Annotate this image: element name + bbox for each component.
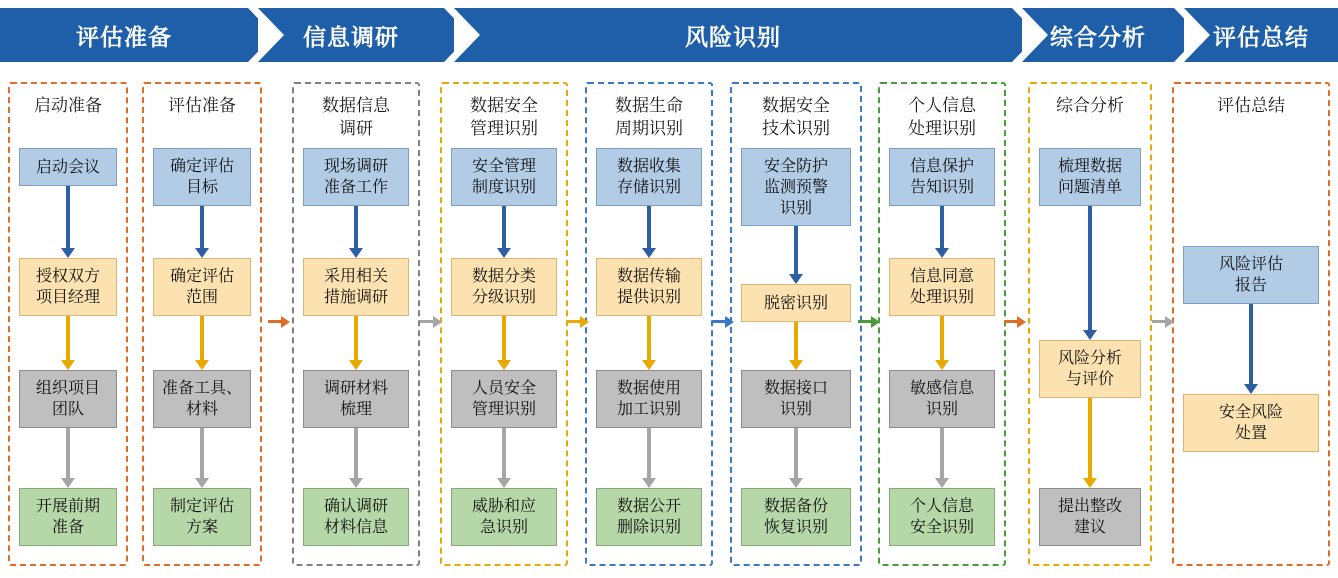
group-title: 启动准备 bbox=[34, 96, 102, 115]
flow-arrow-down bbox=[789, 428, 803, 488]
process-node[interactable] bbox=[1183, 394, 1319, 452]
phase-label: 评估总结 bbox=[1213, 23, 1309, 50]
node-label: 敏感信息 识别 bbox=[909, 380, 974, 418]
process-node[interactable] bbox=[451, 258, 557, 316]
node-label: 人员安全 管理识别 bbox=[471, 380, 536, 418]
node-label: 数据使用 加工识别 bbox=[616, 380, 681, 418]
phase-chevron-5[interactable] bbox=[1184, 8, 1338, 62]
node-label: 数据收集 存储识别 bbox=[616, 158, 681, 196]
process-node[interactable] bbox=[303, 148, 409, 206]
process-node[interactable] bbox=[303, 258, 409, 316]
group-connector-arrow bbox=[420, 316, 442, 328]
group-connector-arrow bbox=[712, 316, 734, 328]
node-label: 数据接口 识别 bbox=[763, 380, 828, 418]
group-connector-arrow bbox=[858, 316, 880, 328]
process-node[interactable] bbox=[303, 370, 409, 428]
phase-label: 评估准备 bbox=[76, 23, 172, 50]
process-node[interactable] bbox=[889, 258, 995, 316]
node-label: 确认调研 材料信息 bbox=[323, 498, 388, 536]
process-node[interactable] bbox=[153, 370, 251, 428]
flow-arrow-down bbox=[497, 316, 511, 370]
flow-arrow-down bbox=[789, 322, 803, 370]
flow-arrow-down bbox=[642, 206, 656, 258]
node-label: 安全风险 处置 bbox=[1218, 404, 1283, 442]
group-title: 数据信息 调研 bbox=[322, 96, 390, 138]
node-label: 数据公开 删除识别 bbox=[616, 498, 681, 536]
flow-arrow-down bbox=[935, 316, 949, 370]
flow-arrow-down bbox=[1244, 304, 1258, 394]
flow-arrow-down bbox=[195, 206, 209, 258]
phase-bar bbox=[0, 0, 1338, 72]
phase-label: 风险识别 bbox=[685, 23, 781, 50]
process-node[interactable] bbox=[889, 370, 995, 428]
group-title: 数据安全 管理识别 bbox=[470, 96, 538, 138]
node-label: 安全防护 监测预警 识别 bbox=[763, 157, 828, 217]
process-node[interactable] bbox=[889, 148, 995, 206]
phase-label: 综合分析 bbox=[1050, 23, 1146, 50]
process-node[interactable] bbox=[1039, 340, 1141, 398]
process-node[interactable] bbox=[596, 258, 702, 316]
node-label: 风险评估 报告 bbox=[1218, 256, 1283, 294]
flow-arrow-down bbox=[61, 428, 75, 488]
node-label: 提出整改 建议 bbox=[1057, 498, 1122, 536]
process-node[interactable] bbox=[153, 148, 251, 206]
process-node[interactable] bbox=[451, 488, 557, 546]
process-node[interactable] bbox=[19, 258, 117, 316]
flow-arrow-down bbox=[195, 316, 209, 370]
phase-label: 信息调研 bbox=[303, 23, 399, 50]
node-label: 威胁和应 急识别 bbox=[471, 498, 536, 536]
process-node[interactable] bbox=[153, 488, 251, 546]
group-title: 评估准备 bbox=[168, 96, 236, 115]
flow-arrow-down bbox=[642, 316, 656, 370]
process-node[interactable] bbox=[19, 488, 117, 546]
group-connector-arrow bbox=[1152, 316, 1174, 328]
flow-arrow-down bbox=[1083, 206, 1097, 340]
process-node[interactable] bbox=[596, 488, 702, 546]
process-node[interactable] bbox=[596, 370, 702, 428]
process-node[interactable] bbox=[451, 148, 557, 206]
group-connector-arrow bbox=[567, 316, 589, 328]
flow-arrow-down bbox=[935, 206, 949, 258]
node-label: 确定评估 范围 bbox=[169, 268, 234, 306]
process-node[interactable] bbox=[153, 258, 251, 316]
node-label: 开展前期 准备 bbox=[35, 498, 100, 536]
flow-arrow-down bbox=[61, 186, 75, 258]
group-connector-arrow bbox=[268, 316, 290, 328]
phase-chevron-2[interactable] bbox=[258, 8, 444, 62]
process-node[interactable] bbox=[1039, 148, 1141, 206]
flow-arrow-down bbox=[349, 206, 363, 258]
group-title: 数据安全 技术识别 bbox=[762, 96, 830, 138]
flow-arrow-down bbox=[642, 428, 656, 488]
process-node[interactable] bbox=[889, 488, 995, 546]
node-label: 信息保护 告知识别 bbox=[909, 158, 974, 196]
process-node[interactable] bbox=[303, 488, 409, 546]
flow-arrow-down bbox=[789, 226, 803, 284]
node-label: 准备工具、 材料 bbox=[161, 380, 242, 418]
flow-arrow-down bbox=[349, 428, 363, 488]
node-label: 个人信息 安全识别 bbox=[909, 498, 974, 536]
node-label: 风险分析 与评价 bbox=[1057, 350, 1122, 388]
node-label: 采用相关 措施调研 bbox=[323, 268, 388, 306]
process-node[interactable] bbox=[1039, 488, 1141, 546]
flow-arrow-down bbox=[497, 428, 511, 488]
node-label: 确定评估 目标 bbox=[169, 158, 234, 196]
group-connector-arrow bbox=[1004, 316, 1026, 328]
flow-arrow-down bbox=[1083, 398, 1097, 488]
flow-arrow-down bbox=[497, 206, 511, 258]
node-label: 调研材料 梳理 bbox=[323, 380, 388, 418]
process-node[interactable] bbox=[741, 488, 851, 546]
phase-chevron-1[interactable] bbox=[0, 8, 248, 62]
flow-arrow-down bbox=[349, 316, 363, 370]
phase-chevron-3[interactable] bbox=[454, 8, 1012, 62]
process-node[interactable] bbox=[596, 148, 702, 206]
process-node[interactable] bbox=[19, 148, 117, 186]
process-node[interactable] bbox=[741, 370, 851, 428]
process-node[interactable] bbox=[1183, 246, 1319, 304]
process-node[interactable] bbox=[451, 370, 557, 428]
node-label: 数据传输 提供识别 bbox=[616, 268, 681, 306]
flow-arrow-down bbox=[61, 316, 75, 370]
node-label: 安全管理 制度识别 bbox=[471, 158, 536, 196]
group-title: 评估总结 bbox=[1217, 96, 1285, 115]
node-label: 数据分类 分级识别 bbox=[471, 268, 536, 306]
process-node[interactable] bbox=[741, 284, 851, 322]
process-node[interactable] bbox=[741, 148, 851, 226]
flow-arrow-down bbox=[195, 428, 209, 488]
flow-arrow-down bbox=[935, 428, 949, 488]
node-label: 制定评估 方案 bbox=[169, 498, 234, 536]
node-label: 信息同意 处理识别 bbox=[909, 268, 974, 306]
node-label: 脱密识别 bbox=[763, 294, 828, 312]
group-title: 个人信息 处理识别 bbox=[908, 96, 976, 138]
node-label: 现场调研 准备工作 bbox=[323, 158, 388, 196]
phase-chevron-4[interactable] bbox=[1022, 8, 1174, 62]
node-label: 启动会议 bbox=[35, 158, 100, 176]
node-label: 梳理数据 问题清单 bbox=[1057, 158, 1122, 196]
node-label: 数据备份 恢复识别 bbox=[763, 498, 828, 536]
group-title: 数据生命 周期识别 bbox=[615, 96, 683, 138]
group-title: 综合分析 bbox=[1056, 96, 1124, 115]
node-label: 授权双方 项目经理 bbox=[35, 268, 100, 306]
node-label: 组织项目 团队 bbox=[35, 380, 100, 418]
process-node[interactable] bbox=[19, 370, 117, 428]
